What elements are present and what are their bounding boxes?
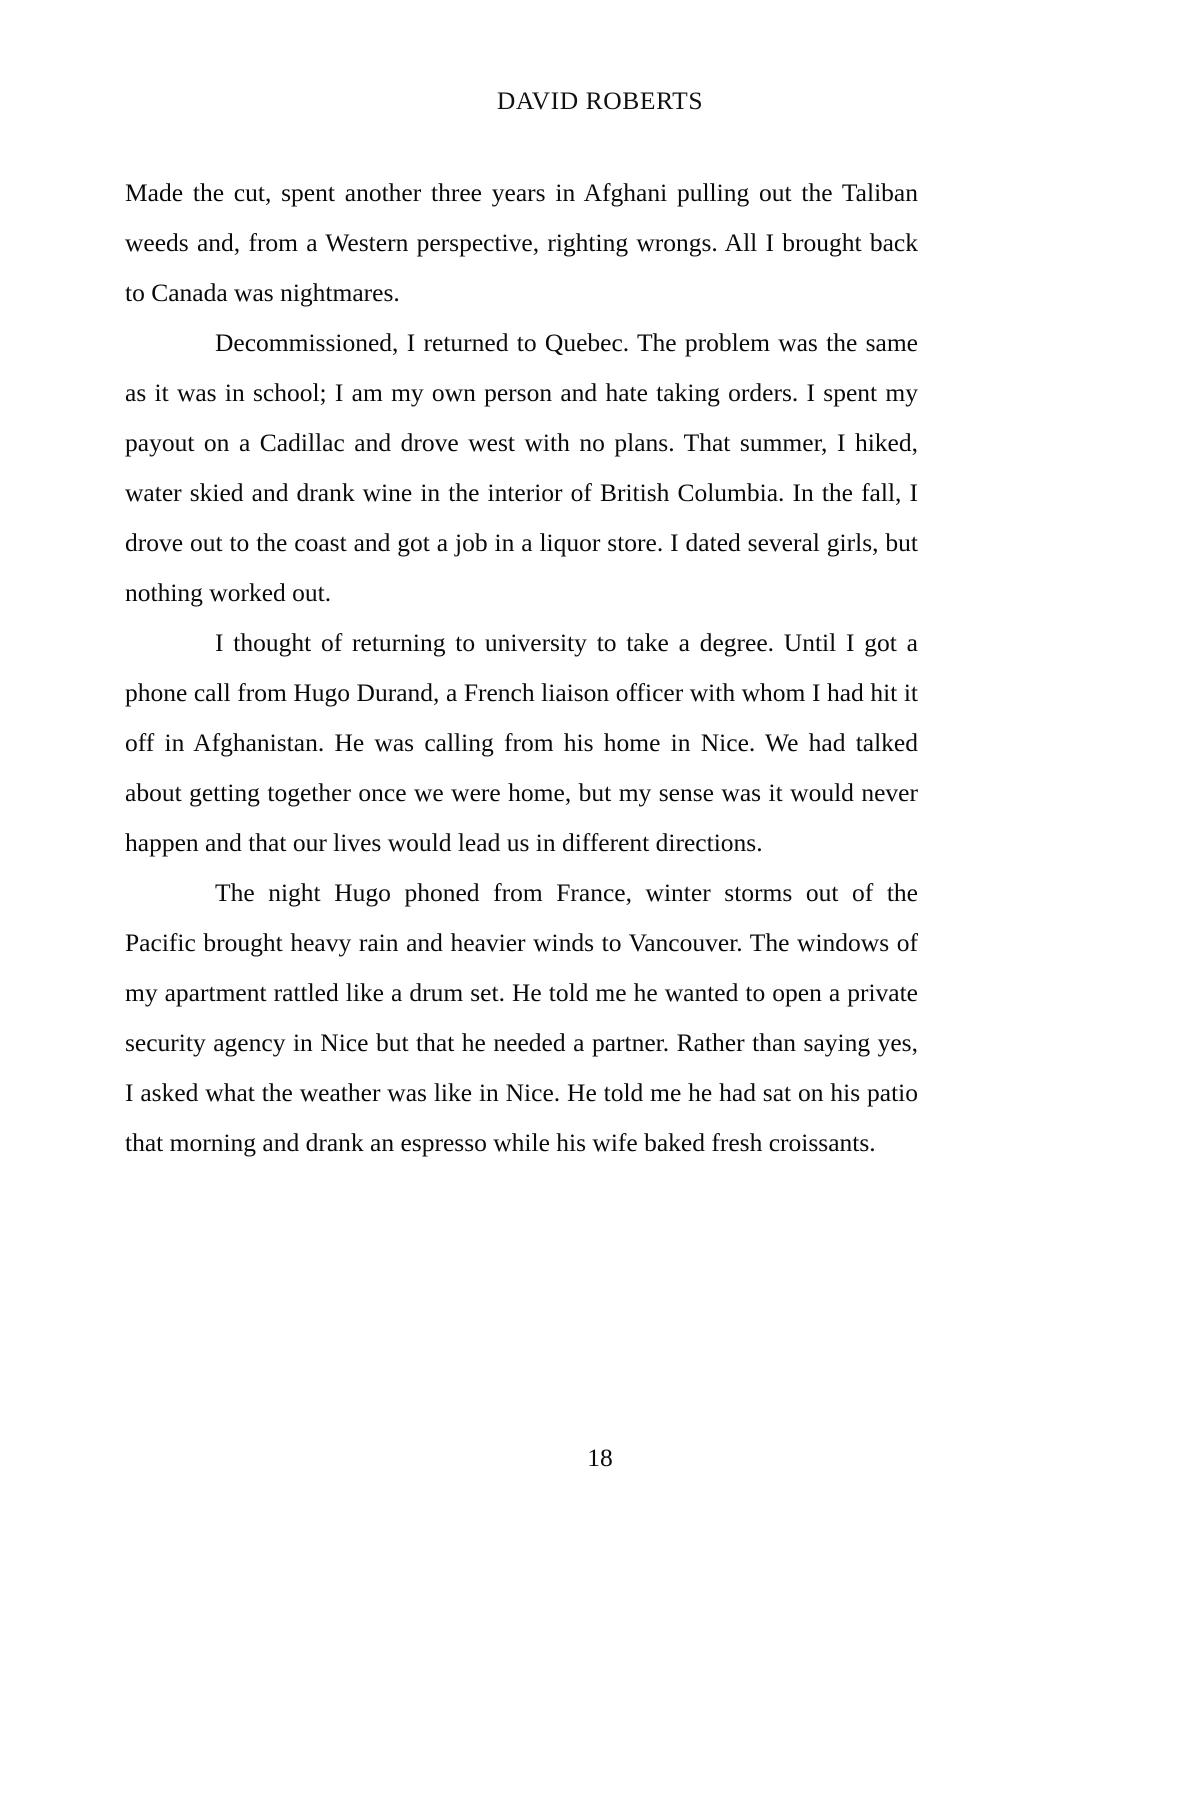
paragraph: Made the cut, spent another three years in Afghani pulling out the Taliban weeds and, from a Western perspective, righting wrongs. All I brought back to Canada was nightmares. <box>125 178 918 307</box>
paragraph: I thought of returning to university to take a degree. Until I got a phone call from Hugo Durand, a French liaison officer with whom I had hit it off in Afghanistan. He was calling from his home in Nice. We had talked about getting together once we were home, but my sense was it would never happen and that our lives would lead us in different directions. <box>125 628 918 857</box>
body-text-block <box>125 168 918 1168</box>
paragraph: Decommissioned, I returned to Quebec. The problem was the same as it was in school; I am my own person and hate taking orders. I spent my payout on a Cadillac and drove west with no plans. That summer, I hiked, water skied and drank wine in the interior of British Columbia. In the fall, I drove out to the coast and got a job in a liquor store. I dated several girls, but nothing worked out. <box>125 328 918 607</box>
paragraph: The night Hugo phoned from France, winter storms out of the Pacific brought heavy rain and heavier winds to Vancouver. The windows of my apartment rattled like a drum set. He told me he wanted to open a private security agency in Nice but that he needed a partner. Rather than saying yes, I asked what the weather was like in Nice. He told me he had sat on his patio that morning and drank an espresso while his wife baked fresh croissants. <box>125 878 918 1157</box>
running-header: DAVID ROBERTS <box>496 86 704 115</box>
page-number: 18 <box>587 1443 613 1472</box>
